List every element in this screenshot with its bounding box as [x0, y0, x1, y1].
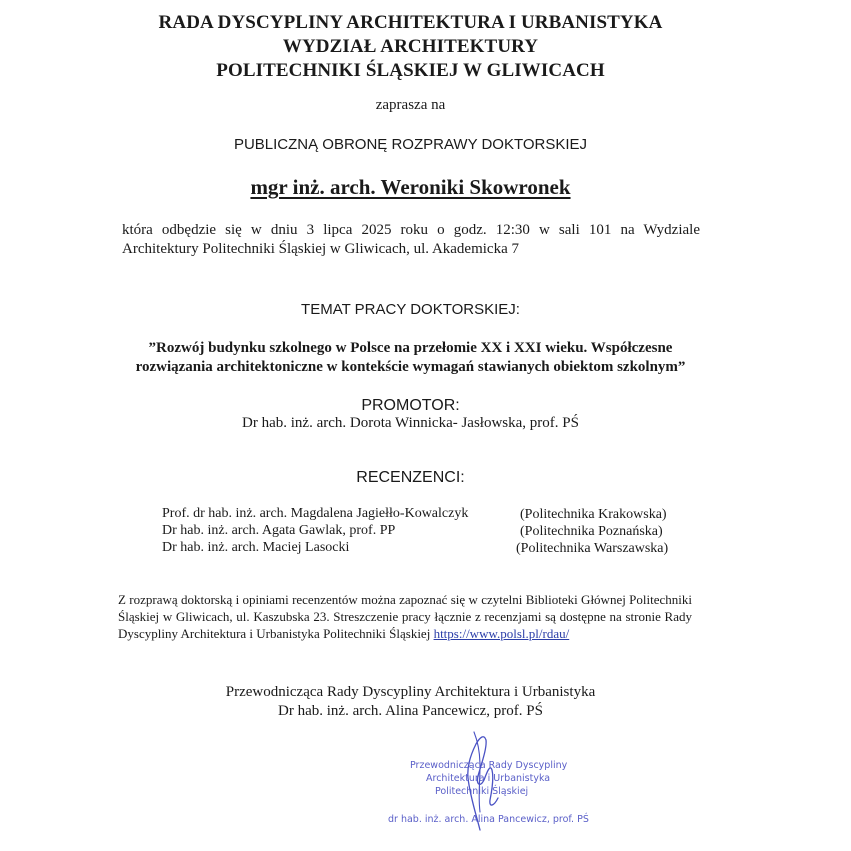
chair-title: Przewodnicząca Rady Dyscypliny Architektura i Urbanistyka [225, 684, 596, 700]
invite-text: zaprasza na [375, 97, 446, 113]
header-line-1: RADA DYSCYPLINY ARCHITEKTURA I URBANISTYKA [158, 12, 663, 33]
reviewer-name: Dr hab. inż. arch. Agata Gawlak, prof. PP [162, 523, 396, 538]
reviewer-affiliation: (Politechnika Warszawska) [516, 541, 669, 556]
header-line-2: WYDZIAŁ ARCHITEKTURY [282, 36, 539, 57]
thesis-line-2: rozwiązania architektoniczne w kontekście wymagań stawianych obiektom szkolnym” [135, 359, 686, 375]
reviewers-heading: RECENZENCI: [356, 469, 465, 486]
notice-line-3 [118, 625, 718, 642]
topic-heading: TEMAT PRACY DOKTORSKIEJ: [301, 301, 520, 318]
thesis-line-1: ”Rozwój budynku szkolnego w Polsce na przełomie XX i XXI wieku. Współczesne [148, 340, 673, 356]
notice-text: Dyscypliny Architektura i Urbanistyka Politechniki Śląskiej [118, 626, 431, 641]
reviewer-name: Dr hab. inż. arch. Maciej Lasocki [162, 540, 350, 555]
stamp-line-2: Architektura i Urbanistyka [426, 773, 551, 784]
reviewer-name: Prof. dr hab. inż. arch. Magdalena Jagiełło-Kowalczyk [162, 506, 469, 521]
chair-name: Dr hab. inż. arch. Alina Pancewicz, prof. PŚ [278, 703, 543, 719]
event-title: PUBLICZNĄ OBRONĘ ROZPRAWY DOKTORSKIEJ [233, 136, 588, 153]
details-line-2: Architektury Politechniki Śląskiej w Gliwicach, ul. Akademicka 7 [122, 241, 519, 257]
reviewer-affiliation: (Politechnika Poznańska) [520, 524, 663, 539]
signature-stroke [468, 737, 498, 830]
notice-line-2: Śląskiej w Gliwicach, ul. Kaszubska 23. Streszczenie pracy łącznie z recenzjami są dostępne na stronie Rady [118, 609, 692, 624]
rdau-link[interactable]: https://www.polsl.pl/rdau/ [433, 626, 570, 641]
reviewer-affiliation: (Politechnika Krakowska) [520, 507, 667, 522]
candidate-name: mgr inż. arch. Weroniki Skowronek [250, 175, 571, 199]
header-line-3: POLITECHNIKI ŚLĄSKIEJ W GLIWICACH [216, 60, 605, 81]
stamp-line-1: Przewodnicząca Rady Dyscypliny [410, 760, 568, 771]
notice-line-1: Z rozprawą doktorską i opiniami recenzentów można zapoznać się w czytelni Biblioteki Głównej Politechniki [118, 592, 692, 607]
details-line-1: która odbędzie się w dniu 3 lipca 2025 roku o godz. 12:30 w sali 101 na Wydziale [122, 222, 700, 238]
stamp-line-3: Politechniki Śląskiej [435, 786, 529, 797]
promotor-name: Dr hab. inż. arch. Dorota Winnicka- Jasłowska, prof. PŚ [242, 415, 579, 431]
stamp-line-4: dr hab. inż. arch. Alina Pancewicz, prof. PŚ [388, 814, 589, 825]
promotor-heading: PROMOTOR: [361, 397, 460, 414]
signature-image [440, 726, 540, 838]
